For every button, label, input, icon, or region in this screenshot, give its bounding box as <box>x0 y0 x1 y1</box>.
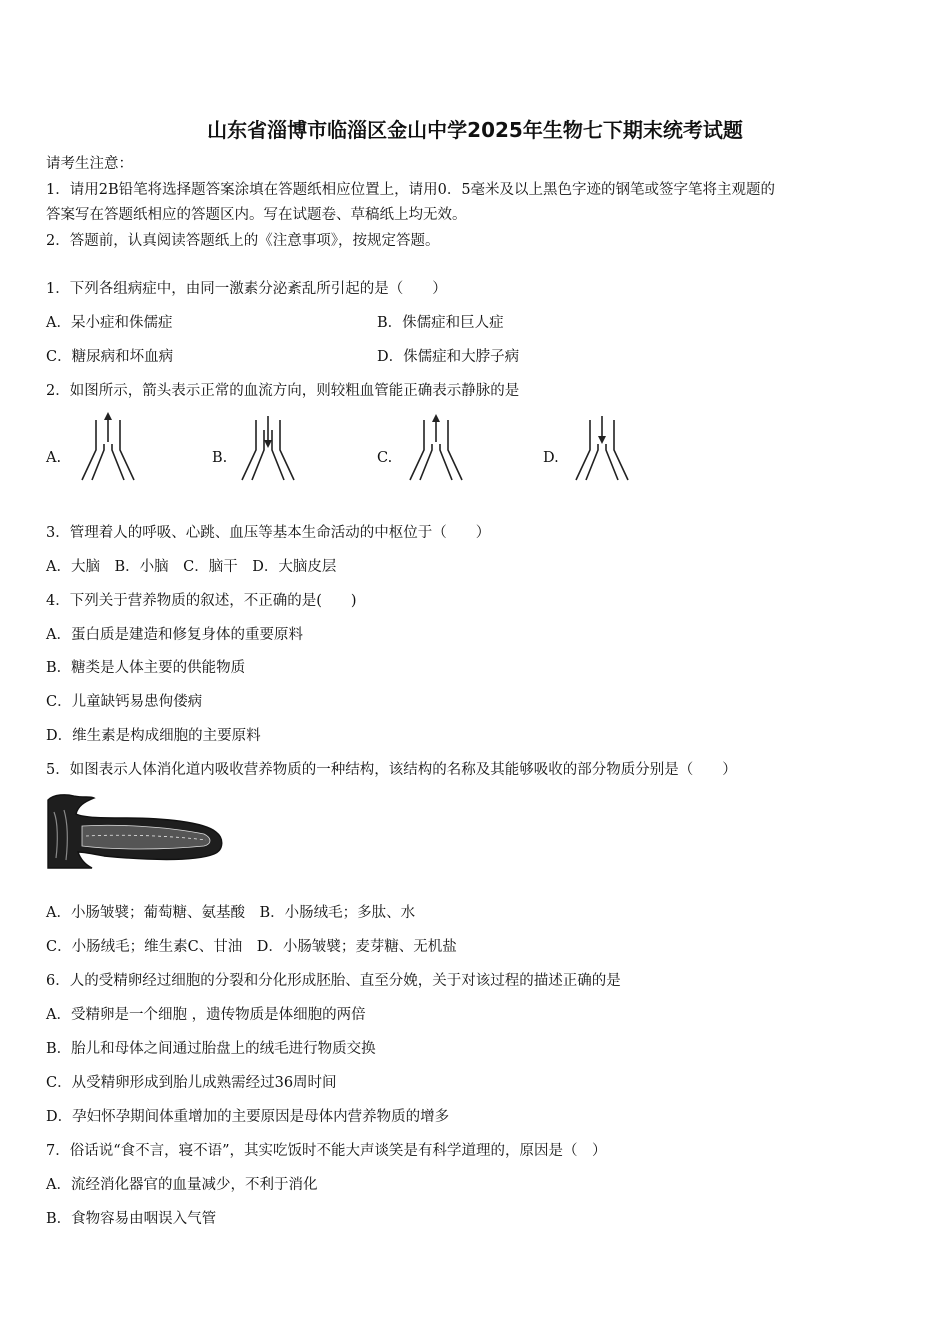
q7-option-b: B．食物容易由咽误入气管 <box>46 1211 217 1227</box>
q3-options: A．大脑 B．小脑 C．脑干 D．大脑皮层 <box>46 559 337 575</box>
q4-option-d: D．维生素是构成细胞的主要原料 <box>46 728 261 744</box>
q2-vessel-diagram-d <box>572 410 636 486</box>
q5-stem: 5．如图表示人体消化道内吸收营养物质的一种结构，该结构的名称及其能够吸收的部分物质分别是（ ） <box>46 762 737 778</box>
q2-label-a: A. <box>46 450 62 466</box>
q4-option-c: C．儿童缺钙易患佝偻病 <box>46 694 203 710</box>
q2-vessel-diagram-c <box>406 410 470 486</box>
q1-option-d: D．侏儒症和大脖子病 <box>377 349 520 365</box>
q3-stem: 3．管理着人的呼吸、心跳、血压等基本生命活动的中枢位于（ ） <box>46 525 491 541</box>
q5-options-cd: C．小肠绒毛；维生素C、甘油 D．小肠皱襞；麦芽糖、无机盐 <box>46 939 457 955</box>
q5-options-ab: A．小肠皱襞；葡萄糖、氨基酸 B．小肠绒毛；多肽、水 <box>46 905 416 921</box>
q2-label-b: B. <box>212 450 228 466</box>
notice-line-1b: 答案写在答题纸相应的答题区内。写在试题卷、草稿纸上均无效。 <box>46 207 467 223</box>
q6-option-a: A．受精卵是一个细胞 ，遗传物质是体细胞的两倍 <box>46 1007 366 1023</box>
q4-option-a: A．蛋白质是建造和修复身体的重要原料 <box>46 627 303 643</box>
q2-vessel-diagram-a <box>78 410 142 486</box>
q6-option-b: B．胎儿和母体之间通过胎盘上的绒毛进行物质交换 <box>46 1041 376 1057</box>
q4-option-b: B．糖类是人体主要的供能物质 <box>46 660 246 676</box>
q6-option-d: D．孕妇怀孕期间体重增加的主要原因是母体内营养物质的增多 <box>46 1109 450 1125</box>
notice-heading: 请考生注意： <box>46 156 133 172</box>
q5-villus-diagram <box>44 792 226 872</box>
q2-vessel-diagram-b <box>238 410 302 486</box>
q6-option-c: C．从受精卵形成到胎儿成熟需经过36周时间 <box>46 1075 337 1091</box>
notice-line-1: 1．请用2B铅笔将选择题答案涂填在答题纸相应位置上，请用0．5毫米及以上黑色字迹的钢笔或签字笔将主观题的 <box>46 182 776 198</box>
notice-line-2: 2．答题前，认真阅读答题纸上的《注意事项》，按规定答题。 <box>46 233 440 249</box>
q2-label-d: D. <box>543 450 559 466</box>
q1-stem: 1．下列各组病症中，由同一激素分泌紊乱所引起的是（ ） <box>46 281 447 297</box>
q2-label-c: C. <box>377 450 393 466</box>
q1-option-a: A．呆小症和侏儒症 <box>46 315 173 331</box>
q4-stem: 4．下列关于营养物质的叙述，不正确的是( ) <box>46 593 357 609</box>
q1-option-c: C．糖尿病和坏血病 <box>46 349 174 365</box>
q2-stem: 2．如图所示，箭头表示正常的血流方向，则较粗血管能正确表示静脉的是 <box>46 383 520 399</box>
q7-stem: 7．俗话说“食不言，寝不语”，其实吃饭时不能大声谈笑是有科学道理的，原因是（ ） <box>46 1143 607 1159</box>
q7-option-a: A．流经消化器官的血量减少，不利于消化 <box>46 1177 318 1193</box>
page-title: 山东省淄博市临淄区金山中学2025年生物七下期末统考试题 <box>207 118 743 142</box>
q1-option-b: B．侏儒症和巨人症 <box>377 315 504 331</box>
q6-stem: 6．人的受精卵经过细胞的分裂和分化形成胚胎、直至分娩，关于对该过程的描述正确的是 <box>46 973 621 989</box>
